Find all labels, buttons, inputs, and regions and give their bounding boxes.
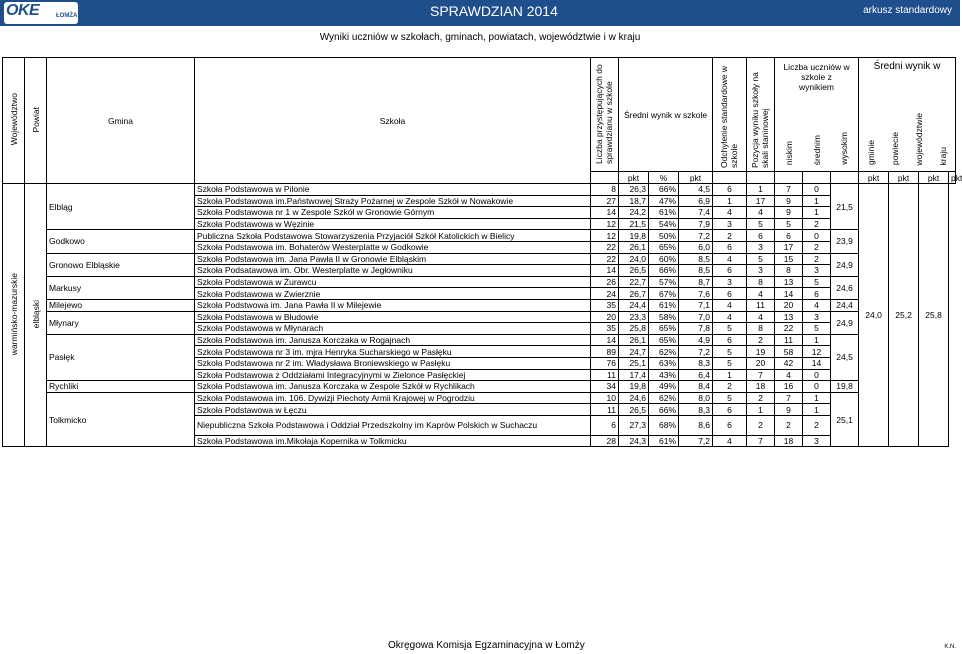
gmina-avg: 25,1 [831,392,859,447]
stanine-position: 3 [713,276,747,288]
avg-points: 18,7 [619,195,649,207]
col-odchylenie: Odchylenie standardowe w szkole [713,58,747,172]
gmina-cell: Gronowo Elbląskie [47,253,195,276]
gmina-cell: Godkowo [47,230,195,253]
gmina-cell: Pasłęk [47,334,195,380]
unit-pkt: pkt [889,172,919,184]
unit-pct: % [649,172,679,184]
count-low: 4 [747,288,775,300]
gmina-cell: Milejewo [47,299,195,311]
school-name: Szkoła Podstawowa im. 106. Dywizji Piechoty Armii Krajowej w Pogrodziu [195,392,591,404]
avg-percent: 65% [649,241,679,253]
count-high: 0 [803,381,831,393]
unit-empty [747,172,775,184]
avg-points: 19,8 [619,230,649,242]
std-deviation: 7,4 [679,207,713,219]
school-name: Niepubliczna Szkoła Podstawowa i Oddział Przedszkolny im Kaprów Polskich w Suchaczu [195,415,591,435]
unit-empty [803,172,831,184]
std-deviation: 4,9 [679,334,713,346]
avg-percent: 49% [649,381,679,393]
logo-subtext: ŁOMŻA [56,13,78,19]
count-mid: 16 [775,381,803,393]
wojewodztwo-cell: warmińsko-mazurskie [3,184,25,447]
count-high: 1 [803,195,831,207]
gmina-cell: Elbląg [47,184,195,230]
school-name: Szkoła Podstawowa w Młynarach [195,323,591,335]
count-high: 12 [803,346,831,358]
avg-points: 21,5 [619,218,649,230]
count-mid: 2 [775,415,803,435]
school-name: Szkoła Podstawowa im. Janusza Korczaka w Rogajnach [195,334,591,346]
std-deviation: 7,6 [679,288,713,300]
count-high: 3 [803,311,831,323]
count-low: 2 [747,415,775,435]
count-high: 0 [803,230,831,242]
avg-percent: 54% [649,218,679,230]
students-count: 35 [591,299,619,311]
col-pozycja: Pozycja wyniku szkoły na skali staninowej [747,58,775,172]
avg-percent: 61% [649,207,679,219]
count-low: 19 [747,346,775,358]
avg-percent: 50% [649,230,679,242]
students-count: 35 [591,323,619,335]
stanine-position: 2 [713,230,747,242]
std-deviation: 7,9 [679,218,713,230]
count-low: 2 [747,334,775,346]
avg-points: 24,3 [619,435,649,447]
unit-empty [713,172,747,184]
col-niskim: niskim [783,140,794,165]
count-mid: 9 [775,195,803,207]
students-count: 24 [591,288,619,300]
stanine-position: 5 [713,323,747,335]
count-mid: 5 [775,218,803,230]
count-high: 4 [803,299,831,311]
count-mid: 7 [775,184,803,196]
stanine-position: 6 [713,415,747,435]
gmina-cell: Markusy [47,276,195,299]
count-mid: 6 [775,230,803,242]
table-body [3,184,956,447]
unit-pkt: pkt [949,172,956,184]
std-deviation: 7,2 [679,435,713,447]
count-low: 2 [747,392,775,404]
count-low: 3 [747,265,775,277]
school-name: Publiczna Szkoła Podstawowa Stowarzyszenia Przyjaciół Szkół Katolickich w Bielicy [195,230,591,242]
avg-percent: 61% [649,299,679,311]
avg-percent: 66% [649,184,679,196]
students-count: 12 [591,230,619,242]
stanine-position: 6 [713,288,747,300]
avg-points: 24,6 [619,392,649,404]
col-szkola: Szkoła [195,58,591,184]
std-deviation: 8,6 [679,415,713,435]
stanine-position: 1 [713,195,747,207]
std-deviation: 8,5 [679,265,713,277]
stanine-position: 4 [713,311,747,323]
col-liczba-uczniow: Liczba uczniów w szkole z wynikiem niskim średnim wysokim [775,58,859,172]
count-mid: 4 [775,369,803,381]
unit-empty [591,172,619,184]
count-high: 14 [803,357,831,369]
count-low: 7 [747,369,775,381]
col-kraju: kraju [938,146,949,165]
gmina-avg: 24,9 [831,253,859,276]
count-low: 7 [747,435,775,447]
gmina-avg: 24,9 [831,311,859,334]
count-mid: 22 [775,323,803,335]
stanine-position: 6 [713,404,747,416]
count-mid: 7 [775,392,803,404]
col-wojewodztwo: Województwo [3,58,25,184]
col-powiat: Powiat [25,58,47,184]
students-count: 8 [591,184,619,196]
count-low: 17 [747,195,775,207]
count-low: 3 [747,241,775,253]
students-count: 76 [591,357,619,369]
gmina-avg: 24,5 [831,334,859,380]
count-low: 6 [747,230,775,242]
avg-points: 26,1 [619,334,649,346]
avg-points: 26,1 [619,241,649,253]
std-deviation: 8,0 [679,392,713,404]
std-deviation: 6,9 [679,195,713,207]
top-banner [0,0,960,26]
school-name: Szkoła Podstawowa im. Bohaterów Westerplatte w Godkowie [195,241,591,253]
count-mid: 15 [775,253,803,265]
stanine-position: 6 [713,334,747,346]
count-high: 2 [803,218,831,230]
students-count: 6 [591,415,619,435]
school-name: Szkoła Podstawowa z Oddziałami Integracyjnymi w Zielonce Pasłęckiej [195,369,591,381]
gmina-cell: Młynary [47,311,195,334]
students-count: 12 [591,218,619,230]
unit-pkt: pkt [859,172,889,184]
col-gmina: Gmina [47,58,195,184]
stanine-position: 2 [713,381,747,393]
table-row [3,334,956,346]
school-name: Szkoła Podstawowa im. Janusza Korczaka w Zespole Szkół w Rychlikach [195,381,591,393]
count-low: 20 [747,357,775,369]
wojewodztwo-avg: 25,2 [889,184,919,447]
std-deviation: 8,3 [679,357,713,369]
avg-percent: 63% [649,357,679,369]
count-mid: 9 [775,207,803,219]
avg-percent: 57% [649,276,679,288]
school-name: Szkoła Podstawowa w Węzinie [195,218,591,230]
school-name: Szkoła Podstawowa w Błudowie [195,311,591,323]
school-name: Szkoła Podstawowa nr 1 w Zespole Szkół w Gronowie Górnym [195,207,591,219]
school-name: Szkoła Podstawowa im.Mikołaja Kopernika w Tolkmicku [195,435,591,447]
students-count: 20 [591,311,619,323]
count-high: 1 [803,334,831,346]
col-srednim: średnim [811,134,822,165]
count-high: 2 [803,253,831,265]
table-row [3,381,956,393]
students-count: 89 [591,346,619,358]
unit-pkt: pkt [919,172,949,184]
std-deviation: 6,0 [679,241,713,253]
count-low: 11 [747,299,775,311]
std-deviation: 4,5 [679,184,713,196]
students-count: 27 [591,195,619,207]
avg-percent: 47% [649,195,679,207]
avg-percent: 67% [649,288,679,300]
students-count: 22 [591,253,619,265]
stanine-position: 3 [713,218,747,230]
avg-percent: 60% [649,253,679,265]
banner-title: SPRAWDZIAN 2014 [430,3,558,19]
count-high: 0 [803,369,831,381]
stanine-position: 5 [713,346,747,358]
avg-percent: 68% [649,415,679,435]
avg-points: 17,4 [619,369,649,381]
students-count: 26 [591,276,619,288]
std-deviation: 8,7 [679,276,713,288]
col-sredni-wynik-w: Średni wynik w gminie powiecie województwie kraju [859,58,956,172]
school-name: Szkoła Podsatawowa im. Obr. Westerplatte w Jegłowniku [195,265,591,277]
stanine-position: 6 [713,184,747,196]
count-high: 3 [803,435,831,447]
logo-text: OKE [6,2,40,19]
unit-pkt: pkt [619,172,649,184]
avg-points: 25,1 [619,357,649,369]
count-high: 2 [803,241,831,253]
students-count: 14 [591,265,619,277]
gmina-avg: 23,9 [831,230,859,253]
avg-points: 19,8 [619,381,649,393]
avg-points: 26,5 [619,404,649,416]
count-high: 1 [803,392,831,404]
count-mid: 13 [775,276,803,288]
col-wysokim: wysokim [839,132,850,165]
table-row [3,392,956,404]
students-count: 10 [591,392,619,404]
stanine-position: 6 [713,265,747,277]
count-low: 18 [747,381,775,393]
count-high: 1 [803,404,831,416]
school-name: Szkoła Podstwowa im. Jana Pawła II w Milejewie [195,299,591,311]
avg-points: 26,7 [619,288,649,300]
stanine-position: 4 [713,299,747,311]
avg-percent: 62% [649,392,679,404]
avg-percent: 65% [649,334,679,346]
count-high: 0 [803,184,831,196]
students-count: 22 [591,241,619,253]
footer-initials: K.N. [944,644,956,650]
col-liczba: Liczba przystępujących do sprawdzianu w szkole [591,58,619,172]
students-count: 11 [591,404,619,416]
powiat-avg: 24,0 [859,184,889,447]
avg-points: 24,7 [619,346,649,358]
avg-points: 24,2 [619,207,649,219]
count-mid: 9 [775,404,803,416]
school-name: Szkoła Podstawowa w Łęczu [195,404,591,416]
count-mid: 11 [775,334,803,346]
unit-empty [831,172,859,184]
banner-sheet-type: arkusz standardowy [863,5,952,16]
count-high: 2 [803,415,831,435]
count-mid: 13 [775,311,803,323]
col-sredni-wynik: Średni wynik w szkole [619,58,713,172]
count-low: 5 [747,253,775,265]
std-deviation: 7,8 [679,323,713,335]
avg-points: 26,5 [619,265,649,277]
count-mid: 58 [775,346,803,358]
std-deviation: 8,4 [679,381,713,393]
count-high: 3 [803,265,831,277]
kraj-avg: 25,8 [919,184,949,447]
count-high: 1 [803,207,831,219]
table-row [3,230,956,242]
oke-logo [4,2,78,24]
avg-percent: 65% [649,323,679,335]
powiat-cell: elbląski [25,184,47,447]
count-high: 5 [803,323,831,335]
count-high: 6 [803,288,831,300]
unit-empty [775,172,803,184]
std-deviation: 8,5 [679,253,713,265]
unit-pkt: pkt [679,172,713,184]
count-low: 4 [747,207,775,219]
avg-points: 27,3 [619,415,649,435]
std-deviation: 7,0 [679,311,713,323]
stanine-position: 4 [713,435,747,447]
count-mid: 17 [775,241,803,253]
avg-points: 25,8 [619,323,649,335]
avg-percent: 61% [649,435,679,447]
stanine-position: 5 [713,357,747,369]
table-row [3,253,956,265]
header-row [3,58,956,172]
col-gminie: gminie [866,139,877,165]
gmina-cell: Tolkmicko [47,392,195,447]
footer-text: Okręgowa Komisja Egzaminacyjna w Łomży [388,640,585,651]
school-name: Szkoła Podstawowa nr 2 im. Władysława Broniewskiego w Pasłęku [195,357,591,369]
gmina-avg: 19,8 [831,381,859,393]
school-name: Szkoła Podstawowa im.Państwowej Straży Pożarnej w Zespole Szkół w Nowakowie [195,195,591,207]
avg-points: 24,0 [619,253,649,265]
avg-points: 22,7 [619,276,649,288]
count-low: 8 [747,323,775,335]
students-count: 34 [591,381,619,393]
students-count: 11 [591,369,619,381]
gmina-cell: Rychliki [47,381,195,393]
gmina-avg: 24,6 [831,276,859,299]
avg-percent: 43% [649,369,679,381]
avg-points: 26,3 [619,184,649,196]
avg-points: 24,4 [619,299,649,311]
stanine-position: 4 [713,207,747,219]
table-row [3,299,956,311]
avg-percent: 58% [649,311,679,323]
avg-percent: 66% [649,265,679,277]
count-mid: 14 [775,288,803,300]
school-name: Szkoła Podstawowa nr 3 im. mjra Henryka Sucharskiego w Pasłęku [195,346,591,358]
count-low: 1 [747,404,775,416]
stanine-position: 5 [713,392,747,404]
col-wojewodztwie: województwie [914,112,925,165]
school-name: Szkoła Podstawowa w Żurawcu [195,276,591,288]
std-deviation: 7,1 [679,299,713,311]
count-high: 5 [803,276,831,288]
count-mid: 42 [775,357,803,369]
students-count: 28 [591,435,619,447]
table-row [3,184,956,196]
avg-percent: 62% [649,346,679,358]
stanine-position: 4 [713,253,747,265]
school-name: Szkoła Podstawowa w Pilonie [195,184,591,196]
count-mid: 20 [775,299,803,311]
count-low: 1 [747,184,775,196]
gmina-avg: 21,5 [831,184,859,230]
results-table [2,57,962,447]
page-subtitle: Wyniki uczniów w szkołach, gminach, powiatach, województwie i w kraju [319,32,641,43]
count-low: 8 [747,276,775,288]
table-row [3,276,956,288]
students-count: 14 [591,334,619,346]
stanine-position: 6 [713,241,747,253]
table-row [3,311,956,323]
school-name: Szkoła Podstawowa w Zwierznie [195,288,591,300]
std-deviation: 8,3 [679,404,713,416]
std-deviation: 6,4 [679,369,713,381]
count-mid: 8 [775,265,803,277]
students-count: 14 [591,207,619,219]
count-low: 4 [747,311,775,323]
avg-percent: 66% [649,404,679,416]
count-low: 5 [747,218,775,230]
col-powiecie: powiecie [890,131,901,165]
count-mid: 18 [775,435,803,447]
gmina-avg: 24,4 [831,299,859,311]
stanine-position: 1 [713,369,747,381]
school-name: Szkoła Podstawowa im. Jana Pawła II w Gronowie Elbląskim [195,253,591,265]
std-deviation: 7,2 [679,230,713,242]
avg-points: 23,3 [619,311,649,323]
std-deviation: 7,2 [679,346,713,358]
